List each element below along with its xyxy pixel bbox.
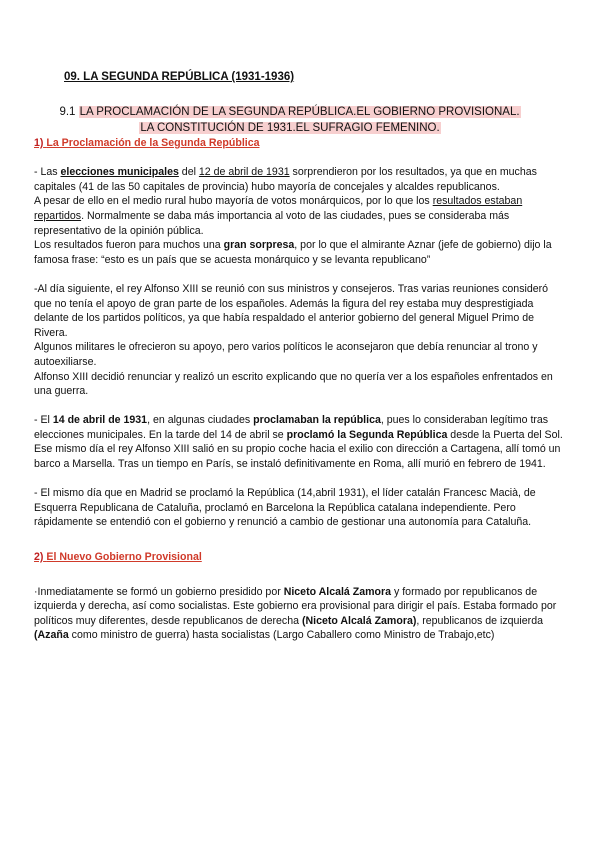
text: y formado por republicanos de izquierda y derecha, así como socialistas. Este gobierno era provisional para dirigir el país. Estaba formado por políticos muy diferentes, desde republicanos de derecha bbox=[34, 585, 557, 627]
paragraph-rey-reunion: -Al día siguiente, el rey Alfonso XIII se reunió con sus ministros y consejeros. Tras varias reuniones consideró que no tenía el apoyo de gran parte de los españoles. Además la figura del rey estaba muy desprestigiada delante de los partidos políticos, ya que había respaldado el anterior gobierno del general Miguel Primo de Rivera. bbox=[34, 282, 549, 339]
text: A pesar de ello en el medio rural hubo mayoría de votos monárquicos, por lo que los bbox=[34, 195, 433, 208]
heading-line-1: LA PROCLAMACIÓN DE LA SEGUNDA REPÚBLICA.EL GOBIERNO PROVISIONAL. bbox=[79, 106, 520, 118]
paragraph-exilio: Ese mismo día el rey Alfonso XIII salió en su propio coche hacia el exilio con dirección a Cartagena, allí tomó un barco a Marsella. Tras un tiempo en París, se instaló definitivamente en Roma, allí murió en febrero de 1941. bbox=[34, 443, 561, 471]
text: . Normalmente se daba más importancia al voto de las ciudades, pues se consideraba más representativo de la opinión pública. bbox=[34, 209, 510, 237]
section-heading bbox=[40, 104, 540, 136]
section-1-number: 1) bbox=[34, 137, 44, 149]
bold-term: Niceto Alcalá Zamora bbox=[283, 585, 392, 598]
bold-term: gran sorpresa bbox=[223, 239, 295, 252]
section-1-title bbox=[34, 136, 564, 151]
text: - Las bbox=[34, 166, 61, 179]
text: desde la Puerta del Sol. bbox=[447, 428, 563, 441]
section-number: 9.1 bbox=[59, 106, 79, 118]
document-title: 09. LA SEGUNDA REPÚBLICA (1931-1936) bbox=[64, 71, 295, 83]
paragraph-macia: - El mismo día que en Madrid se proclamó la República (14,abril 1931), el líder catalán Francesc Macià, de Esquerra Republicana de Cataluña, proclamó en Barcelona la República catalana independiente. Pero rápidamente se entendió con el gobierno y renunció a cambio de gestionar una autonomía para Cataluña. bbox=[34, 487, 536, 529]
paragraph-sorpresa bbox=[34, 238, 564, 267]
heading-line-2: LA CONSTITUCIÓN DE 1931.EL SUFRAGIO FEMENINO. bbox=[140, 122, 440, 134]
section-1-label: La Proclamación de la Segunda República bbox=[46, 137, 260, 149]
text: , por lo que el almirante Aznar (jefe de gobierno) dijo la famosa frase: “esto es un país que se acuesta monárquico y se levanta republicano” bbox=[34, 239, 552, 266]
text: del bbox=[178, 166, 199, 179]
bold-term: (Azaña bbox=[34, 629, 69, 642]
paragraph-elecciones bbox=[34, 165, 564, 194]
paragraph-14-abril bbox=[34, 413, 564, 442]
underlined-term: resultados estaban repartidos bbox=[34, 195, 523, 222]
paragraph-renuncia: Alfonso XIII decidió renunciar y realizó un escrito explicando que no quería ver a los españoles enfrentados en una guerra. bbox=[34, 370, 553, 398]
paragraph-militares: Algunos militares le ofrecieron su apoyo, pero varios políticos le aconsejaron que debía renunciar al trono y autoexiliarse. bbox=[34, 341, 538, 368]
bold-term: elecciones municipales bbox=[60, 166, 179, 179]
section-2-number: 2) bbox=[34, 551, 44, 564]
underlined-date: 12 de abril de 1931 bbox=[198, 166, 290, 179]
paragraph-gobierno-provisional bbox=[34, 585, 564, 643]
section-2-label: El Nuevo Gobierno Provisional bbox=[46, 551, 202, 564]
text: sorprendieron por los resultados, ya que en muchas capitales (41 de las 50 capitales de provincia) hubo mayoría de concejales y alcaldes republicanos. bbox=[34, 166, 537, 193]
bold-term: (Niceto Alcalá Zamora) bbox=[301, 614, 417, 627]
paragraph-medio-rural bbox=[34, 194, 564, 238]
text: ·Inmediatamente se formó un gobierno presidido por bbox=[34, 585, 284, 598]
text: Los resultados fueron para muchos una bbox=[34, 239, 224, 252]
section-2-title bbox=[34, 550, 564, 565]
text: , republicanos de izquierda bbox=[416, 614, 543, 627]
bold-term: proclamaban la república bbox=[253, 414, 381, 427]
text: como ministro de guerra) hasta socialistas (Largo Caballero como Ministro de Trabajo,etc) bbox=[68, 629, 495, 642]
document-body bbox=[34, 136, 564, 643]
text: , en algunas ciudades bbox=[147, 414, 254, 427]
text: - El bbox=[34, 414, 53, 427]
text: , pues lo consideraban legítimo tras elecciones municipales. En la tarde del 14 de abril se bbox=[34, 414, 549, 441]
bold-term: proclamó la Segunda República bbox=[286, 428, 448, 441]
bold-date: 14 de abril de 1931 bbox=[52, 414, 148, 427]
